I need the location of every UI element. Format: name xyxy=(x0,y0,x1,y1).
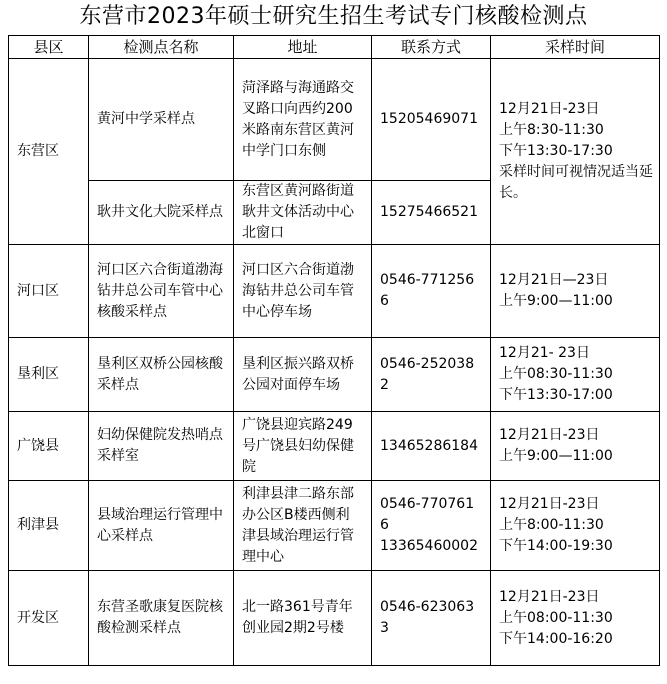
county-cell: 东营区 xyxy=(9,59,89,245)
table-row xyxy=(9,412,660,481)
address-cell: 利津县津二路东部办公区B楼西侧利津县域治理运行管理中心 xyxy=(234,481,372,571)
testing-sites-table xyxy=(8,35,660,666)
table-row xyxy=(9,245,660,338)
county-cell: 开发区 xyxy=(9,571,89,666)
header-address: 地址 xyxy=(234,36,372,59)
address-cell: 垦利区振兴路双桥公园对面停车场 xyxy=(234,338,372,412)
table-row xyxy=(9,481,660,571)
table-row xyxy=(9,338,660,412)
header-sampling-time: 采样时间 xyxy=(491,36,660,59)
contact-cell: 0546-6230633 xyxy=(372,571,491,666)
sampling-time-cell: 12月21日-23日 上午8:00-11:30 下午14:00-19:30 xyxy=(491,481,660,571)
address-cell: 广饶县迎宾路249号广饶县妇幼保健院 xyxy=(234,412,372,481)
sampling-time-cell: 12月21日—23日 上午9:00—11:00 xyxy=(491,245,660,338)
site-name-cell: 耿井文化大院采样点 xyxy=(89,181,234,245)
page-title: 东营市2023年硕士研究生招生考试专门核酸检测点 xyxy=(79,4,588,29)
sampling-time-cell: 12月21日-23日 上午08:00-11:30 下午14:00-16:20 xyxy=(491,571,660,666)
county-cell: 河口区 xyxy=(9,245,89,338)
site-name-cell: 黄河中学采样点 xyxy=(89,59,234,181)
header-contact: 联系方式 xyxy=(372,36,491,59)
address-cell: 东营区黄河路街道耿井文体活动中心北窗口 xyxy=(234,181,372,245)
site-name-cell: 河口区六合街道渤海钻井总公司车管中心核酸采样点 xyxy=(89,245,234,338)
sampling-time-cell: 12月21- 23日 上午08:30-11:30 下午13:30-17:00 xyxy=(491,338,660,412)
contact-cell: 13465286184 xyxy=(372,412,491,481)
table-row xyxy=(9,59,660,181)
header-site-name: 检测点名称 xyxy=(89,36,234,59)
sampling-time-cell: 12月21日-23日 上午9:00—11:00 xyxy=(491,412,660,481)
header-county: 县区 xyxy=(9,36,89,59)
county-cell: 垦利区 xyxy=(9,338,89,412)
contact-cell: 15275466521 xyxy=(372,181,491,245)
county-cell: 广饶县 xyxy=(9,412,89,481)
address-cell: 菏泽路与海通路交叉路口向西约200米路南东营区黄河中学门口东侧 xyxy=(234,59,372,181)
county-cell: 利津县 xyxy=(9,481,89,571)
site-name-cell: 县域治理运行管理中心采样点 xyxy=(89,481,234,571)
contact-cell: 0546-2520382 xyxy=(372,338,491,412)
site-name-cell: 垦利区双桥公园核酸采样点 xyxy=(89,338,234,412)
contact-cell: 0546-7712566 xyxy=(372,245,491,338)
table-row xyxy=(9,571,660,666)
contact-cell: 0546-7707616 13365460002 xyxy=(372,481,491,571)
table-header-row xyxy=(9,36,660,59)
contact-cell: 15205469071 xyxy=(372,59,491,181)
site-name-cell: 妇幼保健院发热哨点采样室 xyxy=(89,412,234,481)
sampling-time-cell: 12月21日-23日 上午8:30-11:30 下午13:30-17:30 采样时间可视情况适当延长。 xyxy=(491,59,660,245)
address-cell: 北一路361号青年创业园2期2号楼 xyxy=(234,571,372,666)
address-cell: 河口区六合街道渤海钻井总公司车管中心停车场 xyxy=(234,245,372,338)
site-name-cell: 东营圣歌康复医院核酸检测采样点 xyxy=(89,571,234,666)
